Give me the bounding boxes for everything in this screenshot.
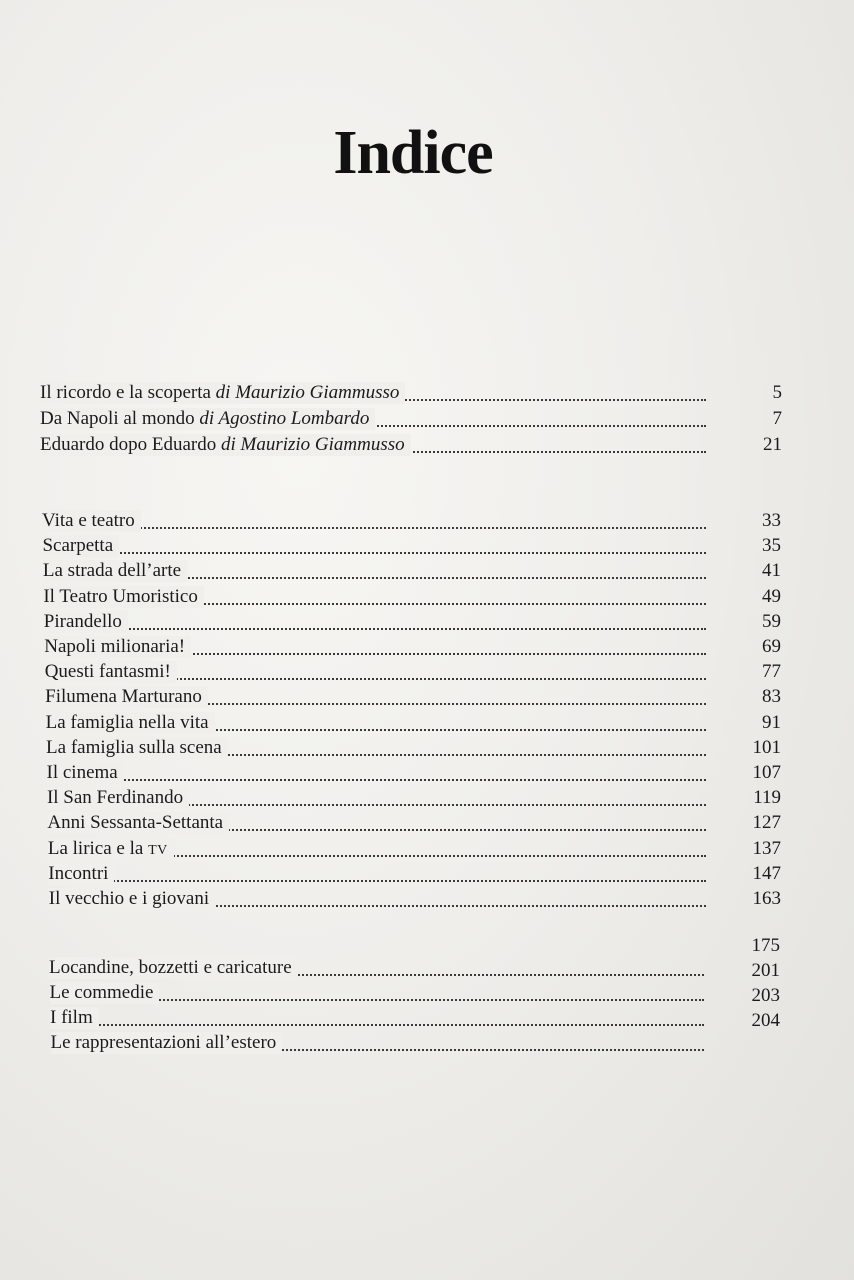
- toc-entry: [0, 762, 854, 788]
- toc-entry: [0, 863, 854, 889]
- toc-page-number: 147: [752, 862, 781, 884]
- toc-entry: [0, 636, 854, 662]
- toc-entry-title: [40, 382, 405, 404]
- toc-page-number: 33: [762, 510, 781, 531]
- toc-entry: [0, 888, 854, 914]
- toc-page-number: 59: [762, 610, 781, 632]
- toc-page-number: 35: [762, 535, 781, 557]
- toc-entry-title: [46, 737, 228, 759]
- toc-entry-text: Anni Sessanta-Settanta: [47, 812, 224, 834]
- toc-page-number: 7: [772, 408, 782, 429]
- toc-entry-title: [47, 812, 229, 834]
- toc-entry-text: La strada dell’arte: [42, 560, 182, 582]
- toc-entry-text: I film: [50, 1007, 93, 1028]
- toc-page-number: 107: [752, 762, 781, 783]
- toc-entry-text: Da Napoli al mondo: [40, 408, 200, 429]
- toc-entry: [0, 408, 854, 434]
- toc-page-number: 163: [752, 888, 781, 909]
- toc-page-number: 203: [751, 985, 780, 1006]
- toc-entry: [0, 382, 854, 408]
- toc-entry-text: Filumena Marturano: [45, 686, 202, 708]
- toc-entry-title: [48, 863, 114, 885]
- toc-page-number: 21: [763, 434, 782, 455]
- toc-entry: [0, 535, 854, 561]
- toc-entry-text: Scarpetta: [42, 535, 114, 557]
- toc-page-number: 49: [762, 585, 781, 607]
- toc-entry: [0, 434, 854, 460]
- dot-leader: [58, 878, 706, 882]
- toc-page-number: 69: [762, 636, 781, 657]
- toc-entry: [0, 611, 854, 637]
- toc-entry-title: [42, 535, 119, 557]
- toc-entry-text: Pirandello: [43, 610, 122, 632]
- toc-entry-author: di Maurizio Giammusso: [215, 382, 400, 403]
- toc-entry-title: [44, 636, 191, 658]
- toc-entry-title: [50, 1007, 99, 1029]
- toc-page-number: 201: [751, 960, 780, 981]
- toc-entry: [0, 787, 854, 813]
- toc-entry-text: Questi fantasmi!: [44, 661, 171, 683]
- toc-page-number: 204: [751, 1010, 780, 1031]
- toc-entry-title: [47, 762, 124, 784]
- dot-leader: [54, 626, 706, 630]
- toc-entry-title: [48, 838, 174, 862]
- dot-leader: [57, 777, 707, 781]
- dot-leader: [52, 525, 706, 529]
- toc-entry-text: Locandine, bozzetti e caricature: [49, 957, 292, 978]
- toc-entry-text: Il San Ferdinando: [46, 787, 184, 809]
- toc-page-number: 5: [772, 382, 782, 403]
- toc-entry-text: Eduardo dopo Eduardo: [40, 434, 221, 455]
- toc-entry-title: [50, 982, 160, 1004]
- toc-page-number: 83: [762, 686, 781, 708]
- toc-entry-title: [40, 408, 375, 430]
- toc-entry-text: Le commedie: [49, 982, 154, 1003]
- toc-page-number: 127: [752, 812, 781, 834]
- toc-page-number: 101: [752, 736, 781, 758]
- dot-leader: [52, 550, 706, 554]
- toc-page-number: 77: [762, 661, 781, 683]
- toc-entry: [0, 838, 854, 864]
- toc-entry-title: [43, 586, 204, 608]
- toc-entry: [0, 510, 854, 536]
- toc-entry-suffix: TV: [148, 842, 168, 858]
- toc-page-number: 175: [751, 935, 780, 956]
- toc-entry-title: [43, 560, 187, 582]
- toc-entry-text: Il cinema: [46, 762, 118, 783]
- toc-entry: [0, 661, 854, 687]
- toc-entry: [0, 712, 854, 738]
- toc-page-number: 41: [762, 560, 781, 582]
- toc-entry-text: Il Teatro Umoristico: [43, 585, 198, 607]
- page-title: Indice: [333, 119, 493, 187]
- toc-entry: [0, 686, 854, 712]
- toc-entry-text: Vita e teatro: [42, 510, 135, 531]
- toc-entry-text: Incontri: [48, 862, 109, 884]
- toc-entry-author: di Agostino Lombardo: [199, 408, 370, 429]
- toc-entry-text: Napoli milionaria!: [44, 636, 186, 657]
- toc-page-number: 137: [752, 837, 781, 859]
- toc-entry-title: [47, 787, 189, 809]
- toc-entry: [0, 812, 854, 838]
- toc-page-number: 119: [753, 787, 781, 809]
- toc-entry-text: Le rappresentazioni all’estero: [50, 1032, 277, 1053]
- toc-entry-title: [42, 510, 141, 532]
- toc-entry-text: La famiglia nella vita: [45, 711, 209, 733]
- toc-page-number: 91: [762, 711, 781, 733]
- toc-entry: [0, 586, 854, 612]
- toc-entry-title: [45, 661, 177, 683]
- toc-entry: [0, 560, 854, 586]
- toc-entry-title: [40, 434, 411, 456]
- toc-entry: [0, 737, 854, 763]
- toc-entry-title: [46, 712, 215, 734]
- toc-entry-title: [44, 611, 128, 633]
- toc-entry-title: [49, 888, 215, 910]
- toc-entry-author: di Maurizio Giammusso: [220, 434, 405, 455]
- toc-entry-text: La famiglia sulla scena: [46, 736, 222, 758]
- dot-leader: [60, 1022, 704, 1026]
- toc-entry-text: Il ricordo e la scoperta: [40, 382, 216, 403]
- toc-entry-title: [45, 686, 208, 708]
- toc-entry-title: [49, 957, 298, 979]
- toc-entry-title: [51, 1032, 283, 1054]
- toc-entry-text: Il vecchio e i giovani: [48, 888, 210, 909]
- toc-entry-text: La lirica e la: [47, 837, 149, 859]
